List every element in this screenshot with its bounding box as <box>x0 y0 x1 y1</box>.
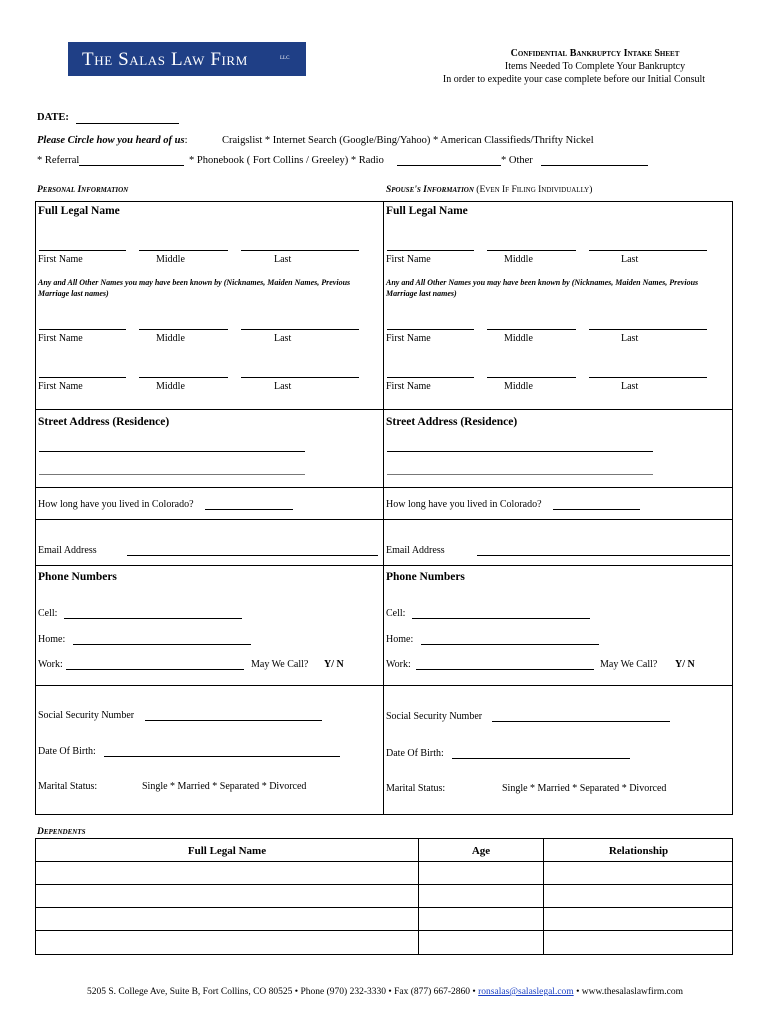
dependent-relationship-cell[interactable] <box>544 862 733 884</box>
date-label: DATE: <box>37 112 69 123</box>
row-divider <box>35 685 733 686</box>
personal-work-field[interactable] <box>66 669 244 670</box>
personal-info-heading: Personal Information <box>37 185 129 195</box>
spouse-middle-name-field[interactable] <box>487 250 576 251</box>
spouse-cell-field[interactable] <box>412 618 590 619</box>
personal-marital-label: Marital Status: <box>38 781 98 792</box>
date-field[interactable] <box>76 123 179 124</box>
form-title: Confidential Bankruptcy Intake Sheet <box>510 48 680 59</box>
first-name-label: First Name <box>38 333 83 344</box>
dependent-relationship-cell[interactable] <box>544 931 733 954</box>
personal-home-label: Home: <box>38 634 66 645</box>
middle-name-label: Middle <box>504 381 533 392</box>
last-name-label: Last <box>274 381 292 392</box>
spouse-alias2-last-field[interactable] <box>589 377 707 378</box>
personal-alias2-last-field[interactable] <box>241 377 359 378</box>
spouse-work-label: Work: <box>386 659 411 670</box>
spouse-alias2-first-field[interactable] <box>387 377 474 378</box>
other-names-note: Any and All Other Names you may have been known by (Nicknames, Maiden Names, Previous Marriage last names) <box>386 278 699 298</box>
personal-ssn-field[interactable] <box>145 720 322 721</box>
personal-first-name-field[interactable] <box>39 250 126 251</box>
dependent-name-cell[interactable] <box>36 862 418 884</box>
dependent-relationship-cell[interactable] <box>544 885 733 907</box>
personal-alias1-last-field[interactable] <box>241 329 359 330</box>
logo-llc: LLC <box>280 56 290 61</box>
dependents-heading: Dependents <box>37 827 86 837</box>
spouse-may-call-yn[interactable]: Y/ N <box>675 659 695 670</box>
personal-full-legal-name-heading: Full Legal Name <box>38 205 120 217</box>
spouse-full-legal-name-heading: Full Legal Name <box>386 205 468 217</box>
referral-field[interactable] <box>79 165 184 166</box>
footer-address: 5205 S. College Ave, Suite B, Fort Collins, CO 80525 • Phone (970) 232-3330 • Fax (877) 667-2860 • <box>87 987 476 997</box>
personal-email-field[interactable] <box>127 555 378 556</box>
logo-text: The Salas Law Firm <box>82 49 248 70</box>
dependent-name-cell[interactable] <box>36 931 418 954</box>
spouse-colorado-field[interactable] <box>553 509 640 510</box>
dependent-age-cell[interactable] <box>419 885 543 907</box>
dependent-age-cell[interactable] <box>419 908 543 930</box>
firm-logo <box>68 42 306 76</box>
last-name-label: Last <box>621 333 639 344</box>
middle-name-label: Middle <box>504 254 533 265</box>
personal-cell-field[interactable] <box>64 618 242 619</box>
spouse-email-field[interactable] <box>477 555 730 556</box>
footer <box>0 987 770 997</box>
spouse-marital-label: Marital Status: <box>386 783 446 794</box>
personal-colorado-field[interactable] <box>205 509 293 510</box>
spouse-alias2-middle-field[interactable] <box>487 377 576 378</box>
middle-name-label: Middle <box>504 333 533 344</box>
spouse-email-label: Email Address <box>386 545 445 556</box>
last-name-label: Last <box>274 333 292 344</box>
middle-name-label: Middle <box>156 333 185 344</box>
footer-website: • www.thesalaslawfirm.com <box>576 987 683 997</box>
other-names-note: Any and All Other Names you may have been known by (Nicknames, Maiden Names, Previous Marriage last names) <box>38 278 351 298</box>
personal-dob-label: Date Of Birth: <box>38 746 96 757</box>
spouse-marital-options[interactable]: Single * Married * Separated * Divorced <box>502 783 667 794</box>
personal-phone-heading: Phone Numbers <box>38 571 117 583</box>
form-intro: In order to expedite your case complete before our Initial Consult <box>442 74 706 85</box>
personal-work-label: Work: <box>38 659 63 670</box>
personal-email-label: Email Address <box>38 545 97 556</box>
personal-alias2-first-field[interactable] <box>39 377 126 378</box>
heard-options-row1[interactable]: Craigslist * Internet Search (Google/Bing/Yahoo) * American Classifieds/Thrifty Nickel <box>222 135 594 146</box>
footer-email-link[interactable]: ronsalas@salaslegal.com <box>478 987 574 997</box>
personal-colorado-label: How long have you lived in Colorado? <box>38 499 194 510</box>
row-divider <box>35 409 733 410</box>
spouse-cell-label: Cell: <box>386 608 406 619</box>
last-name-label: Last <box>274 254 292 265</box>
spouse-alias1-middle-field[interactable] <box>487 329 576 330</box>
personal-home-field[interactable] <box>73 644 251 645</box>
personal-marital-options[interactable]: Single * Married * Separated * Divorced <box>142 781 307 792</box>
dependent-name-cell[interactable] <box>36 885 418 907</box>
spouse-alias1-first-field[interactable] <box>387 329 474 330</box>
spouse-may-call-label: May We Call? <box>600 659 658 670</box>
row-divider <box>35 519 733 520</box>
spouse-info-heading-row <box>386 185 592 195</box>
radio-field[interactable] <box>397 165 501 166</box>
row-divider <box>35 565 733 566</box>
spouse-street-line1-field[interactable] <box>387 451 653 452</box>
personal-may-call-label: May We Call? <box>251 659 309 670</box>
personal-alias1-first-field[interactable] <box>39 329 126 330</box>
spouse-colorado-label: How long have you lived in Colorado? <box>386 499 542 510</box>
middle-name-label: Middle <box>156 254 185 265</box>
last-name-label: Last <box>621 381 639 392</box>
dependent-name-cell[interactable] <box>36 908 418 930</box>
dependent-age-cell[interactable] <box>419 862 543 884</box>
middle-name-label: Middle <box>156 381 185 392</box>
personal-last-name-field[interactable] <box>241 250 359 251</box>
dependents-col-age: Age <box>471 845 491 857</box>
first-name-label: First Name <box>386 254 431 265</box>
spouse-ssn-label: Social Security Number <box>386 711 483 722</box>
personal-cell-label: Cell: <box>38 608 58 619</box>
heard-other[interactable]: * Other <box>501 155 533 166</box>
personal-street-heading: Street Address (Residence) <box>38 416 170 428</box>
dependents-col-name: Full Legal Name <box>187 845 267 857</box>
heard-label: Please Circle how you heard of us <box>37 135 185 146</box>
personal-alias2-middle-field[interactable] <box>139 377 228 378</box>
other-field[interactable] <box>541 165 648 166</box>
last-name-label: Last <box>621 254 639 265</box>
form-subtitle: Items Needed To Complete Your Bankruptcy <box>504 61 686 72</box>
spouse-phone-heading: Phone Numbers <box>386 571 465 583</box>
heard-phonebook-radio[interactable]: * Phonebook ( Fort Collins / Greeley) * Radio <box>189 155 384 166</box>
column-divider <box>383 201 384 815</box>
spouse-dob-field[interactable] <box>452 758 630 759</box>
spouse-info-heading: Spouse's Information <box>386 185 474 195</box>
first-name-label: First Name <box>386 333 431 344</box>
dependents-col-relationship: Relationship <box>608 845 669 857</box>
personal-middle-name-field[interactable] <box>139 250 228 251</box>
spouse-home-field[interactable] <box>421 644 599 645</box>
dependent-age-cell[interactable] <box>419 931 543 954</box>
personal-alias1-middle-field[interactable] <box>139 329 228 330</box>
spouse-street-heading: Street Address (Residence) <box>386 416 518 428</box>
row-divider <box>35 487 733 488</box>
personal-may-call-yn[interactable]: Y/ N <box>324 659 344 670</box>
spouse-last-name-field[interactable] <box>589 250 707 251</box>
first-name-label: First Name <box>386 381 431 392</box>
personal-ssn-label: Social Security Number <box>38 710 135 721</box>
spouse-first-name-field[interactable] <box>387 250 474 251</box>
personal-dob-field[interactable] <box>104 756 340 757</box>
spouse-ssn-field[interactable] <box>492 721 670 722</box>
spouse-alias1-last-field[interactable] <box>589 329 707 330</box>
dependent-relationship-cell[interactable] <box>544 908 733 930</box>
heard-colon: : <box>184 135 188 146</box>
personal-street-line2-field[interactable] <box>39 474 305 475</box>
spouse-info-note: (Even If Filing Individually) <box>476 185 593 195</box>
first-name-label: First Name <box>38 254 83 265</box>
personal-street-line1-field[interactable] <box>39 451 305 452</box>
spouse-dob-label: Date Of Birth: <box>386 748 444 759</box>
spouse-street-line2-field[interactable] <box>387 474 653 475</box>
heard-referral[interactable]: * Referral <box>37 155 80 166</box>
spouse-home-label: Home: <box>386 634 414 645</box>
heard-prompt <box>37 135 188 146</box>
first-name-label: First Name <box>38 381 83 392</box>
spouse-work-field[interactable] <box>416 669 594 670</box>
